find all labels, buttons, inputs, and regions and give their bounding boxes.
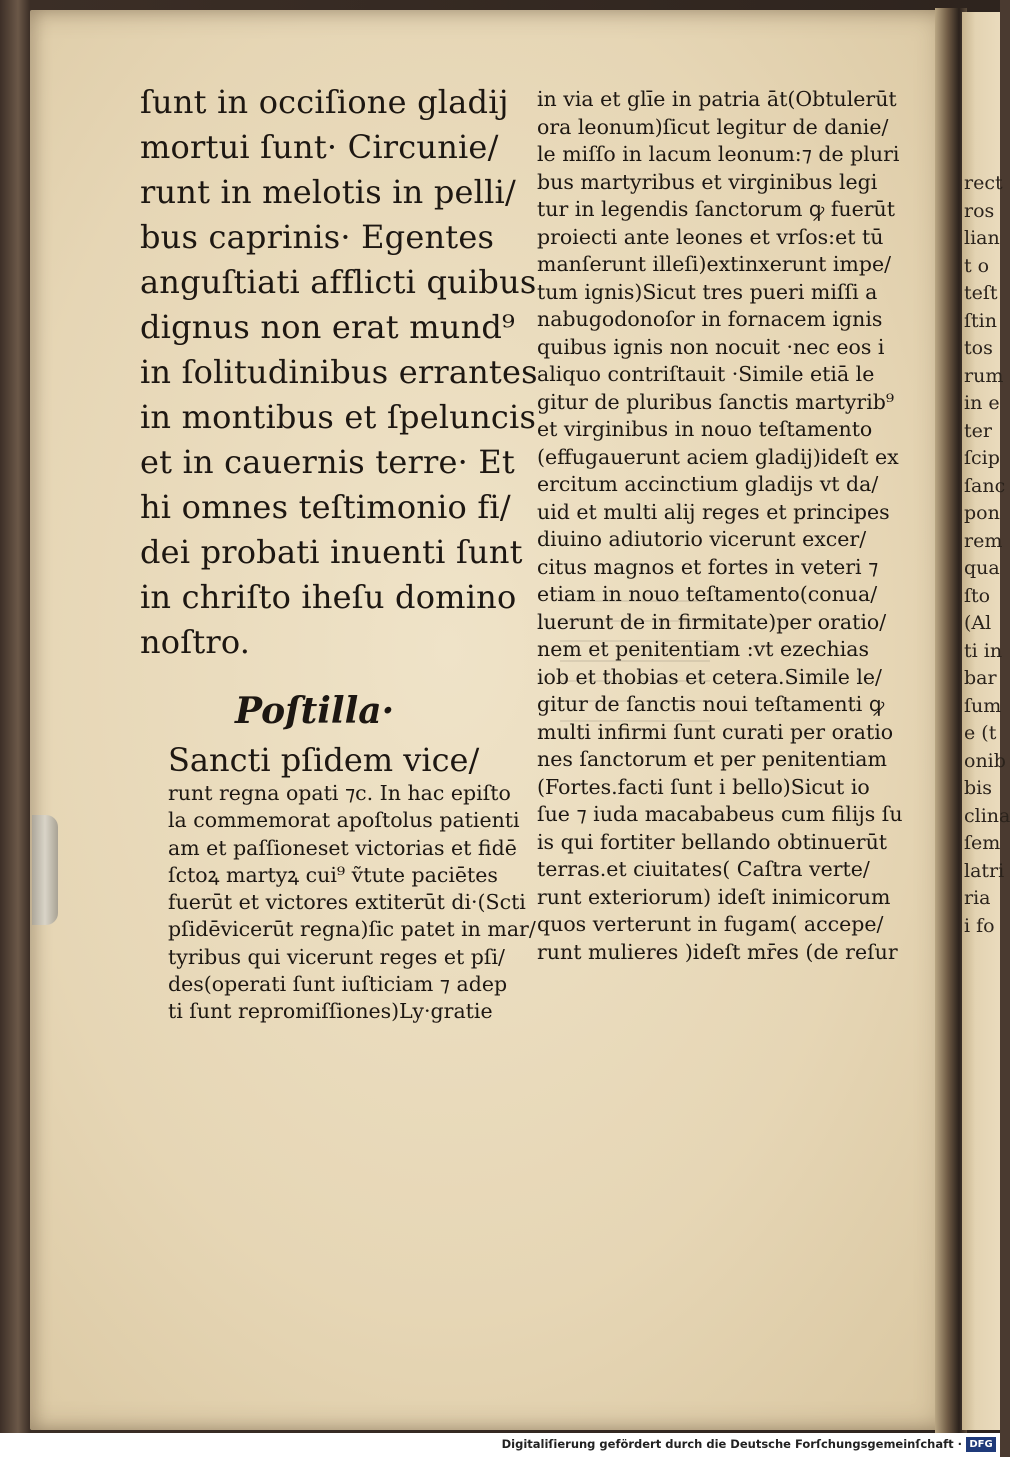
text-line: in via et glīe in patria āt(Obtulerūt	[537, 87, 897, 111]
text-line: ſctoꝝ martyꝝ cui⁹ ṽtute paciētes	[168, 862, 498, 887]
text-line: in ſolitudinibus errantes	[140, 353, 538, 391]
text-line: terras.et ciuitates( Caſtra verte/	[537, 857, 870, 881]
text-line: runt mulieres )ideſt mr̄es (de reſur	[537, 939, 898, 964]
text-line: uid et multi alij reges et principes	[537, 499, 890, 524]
margin-fragment: t o	[964, 254, 990, 277]
margin-fragment: in e	[964, 392, 1000, 414]
margin-fragment: rect	[964, 172, 1003, 194]
text-line: et virginibus in nouo teſtamento	[537, 417, 873, 441]
margin-fragment: ſanc	[964, 474, 1006, 497]
margin-fragment: (Al	[964, 612, 992, 634]
margin-fragment: onib	[964, 749, 1006, 772]
text-line: des(operati ſunt iuſticiam ⁊ adep	[168, 972, 508, 997]
text-line: tyribus qui vicerunt reges et pſi/	[168, 944, 505, 969]
margin-fragment: ſum	[964, 694, 1002, 717]
footer-bar	[0, 1433, 1000, 1457]
text-line: mortui ſunt· Circunie/	[140, 128, 499, 166]
text-line: runt in melotis in pelli/	[140, 173, 516, 211]
margin-fragment: bis	[964, 777, 992, 799]
text-line: in chriſto iheſu domino	[140, 578, 517, 616]
margin-fragment: ſtin	[964, 309, 997, 332]
text-line: ti ſunt repromiſſiones)Ly·gratie	[168, 999, 493, 1024]
text-line: dignus non erat mund⁹	[140, 308, 516, 346]
text-line: luerunt de in firmitate)per oratio/	[537, 609, 887, 634]
margin-fragment: bar	[964, 667, 997, 689]
text-line: quos verterunt in fugam( accepe/	[537, 912, 884, 936]
margin-fragment: clina	[964, 804, 1010, 827]
text-line: nabugodonoſor in fornacem ignis	[537, 307, 883, 331]
text-line: etiam in nouo teſtamento(conua/	[537, 582, 878, 606]
margin-fragment: i fo	[964, 914, 995, 937]
footer-credit: Digitaliſierung gefördert durch die Deutsche Forſchungsgemeinſchaft ·	[501, 1437, 962, 1451]
margin-fragment: qua	[964, 557, 1000, 579]
margin-fragment: ti in	[964, 639, 1003, 662]
text-line: le miſſo in lacum leonum:⁊ de pluri	[537, 142, 900, 166]
text-line: gitur de pluribus ſanctis martyrib⁹	[537, 389, 895, 414]
text-line: is qui fortiter bellando obtinuerūt	[537, 829, 888, 854]
text-line: manſerunt illeſi)extinxerunt impe/	[537, 252, 891, 276]
margin-fragment: ria	[964, 887, 991, 909]
text-line: dei probati inuenti ſunt	[140, 533, 523, 571]
text-line: proiecti ante leones et vrſos:et tū	[537, 224, 884, 249]
margin-fragment: ros	[964, 199, 995, 222]
text-line: nes ſanctorum et per penitentiam	[537, 747, 887, 771]
left-column-text	[140, 80, 538, 665]
text-line: ercitum accinctium gladijs vt da/	[537, 472, 879, 496]
margin-fragment: lian	[964, 227, 1000, 249]
text-line: runt regna opati ⁊c. In hac epiſto	[168, 781, 511, 805]
text-line: am et paſſioneset victorias et fidē	[168, 835, 517, 860]
text-line: (effugauerunt aciem gladij)ideſt ex	[537, 444, 899, 469]
text-line: in montibus et ſpeluncis	[140, 398, 537, 436]
margin-fragment: teſt	[964, 282, 998, 304]
text-line: ora leonum)ſicut legitur de danie/	[537, 114, 889, 139]
text-line: tur in legendis ſanctorum ꝙ fuerūt	[537, 197, 895, 221]
text-line: ſunt in occiſione gladij	[140, 83, 509, 121]
right-column-text	[537, 86, 912, 966]
margin-fragment: ſto	[964, 584, 991, 607]
text-line: aliquo contriſtauit ·Simile etiā le	[537, 362, 875, 386]
text-line: gitur de ſanctis noui teſtamenti ꝙ	[537, 692, 885, 716]
text-line: Sancti pſidem vice/	[168, 741, 480, 779]
margin-fragment: e (t	[964, 722, 997, 744]
postilla-text	[168, 740, 536, 1026]
text-line: hi omnes teſtimonio fi/	[140, 488, 511, 526]
margin-fragment: ſcip	[964, 447, 1000, 469]
text-line: fuerūt et victores extiterūt di·(Scti	[168, 890, 526, 915]
text-line: diuino adiutorio vicerunt excer/	[537, 527, 867, 551]
dfg-logo: DFG	[966, 1437, 996, 1452]
right-page-edge	[962, 12, 1010, 1430]
margin-fragment: ter	[964, 419, 992, 442]
text-line: (Fortes.facti ſunt i bello)Sicut io	[537, 774, 870, 799]
text-line: ſue ⁊ iuda macababeus cum filijs ſu	[537, 802, 903, 826]
text-line: multi infirmi ſunt curati per oratio	[537, 719, 894, 744]
text-line: anguſtiati afflicti quibus	[140, 263, 537, 301]
text-line: la commemorat apoſtolus patienti	[168, 808, 520, 833]
margin-fragment: rem	[964, 529, 1003, 552]
margin-fragment: pon	[964, 502, 1000, 524]
text-line: pſidēvicerūt regna)ſic patet in mar/	[168, 917, 536, 942]
margin-fragment: ſem	[964, 832, 1001, 854]
margin-fragment: rum	[964, 364, 1004, 387]
text-line: tum ignis)Sicut tres pueri miſſi a	[537, 279, 878, 304]
text-line: runt exteriorum) ideſt inimicorum	[537, 884, 891, 909]
text-line: nem et penitentiam :vt ezechias	[537, 637, 870, 661]
page-clip	[32, 815, 58, 925]
text-line: quibus ignis non nocuit ·nec eos i	[537, 334, 885, 359]
text-line: et in cauernis terre· Et	[140, 443, 515, 481]
text-line: noſtro.	[140, 623, 251, 661]
postilla-heading: Poſtilla·	[235, 690, 395, 732]
margin-fragment: tos	[964, 337, 993, 359]
text-line: bus martyribus et virginibus legi	[537, 169, 878, 194]
text-line: iob et thobias et cetera.Simile le/	[537, 664, 882, 689]
text-line: bus caprinis· Egentes	[140, 218, 495, 256]
text-line: citus magnos et fortes in veteri ⁊	[537, 554, 879, 579]
margin-fragment: latri	[964, 859, 1005, 882]
